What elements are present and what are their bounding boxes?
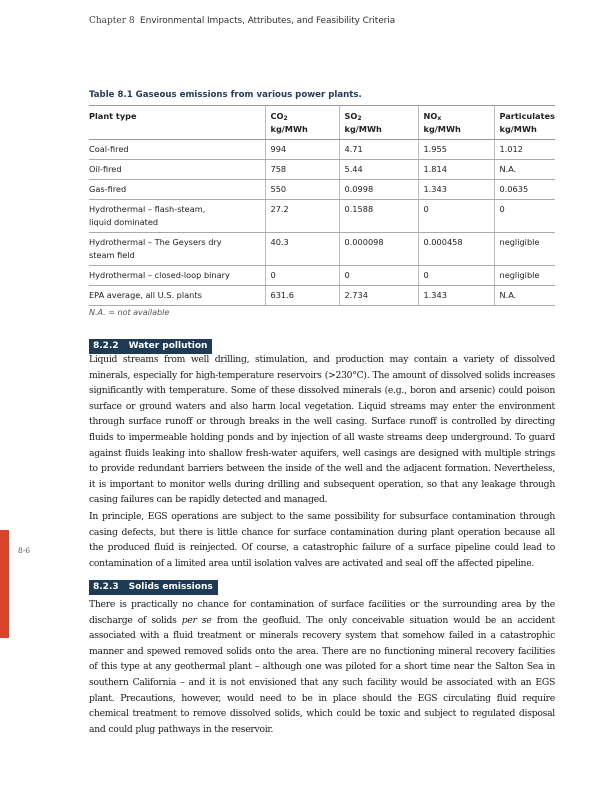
table-row: Oil-fired 758 5.44 1.814 N.A. <box>89 160 555 180</box>
paragraph-water-pollution-2: In principle, EGS operations are subject to the same possibility for subsurface contamination through casing defects, but there is little chance for surface contamination during plant operation because all the produced fluid is reinjected. Of course, a catastrophic failure of a surface pipeline could lead to contamination of a limited area until isolation valves are activated and seal off the affected pipeline. <box>89 511 555 569</box>
emissions-table <box>89 105 555 306</box>
table-header-row <box>89 106 555 140</box>
table-row: Hydrothermal – flash-steam, liquid dominated 27.2 0.1588 0 0 <box>89 200 555 233</box>
table-caption: Table 8.1 Gaseous emissions from various power plants. <box>89 90 362 100</box>
table-row: EPA average, all U.S. plants 631.6 2.734 1.343 N.A. <box>89 286 555 306</box>
section-title: Water pollution <box>128 341 208 351</box>
header-particulates: Particulates kg/MWh <box>494 106 555 140</box>
paragraph-solids-emissions: There is practically no chance for contamination of surface facilities or the surrounding area by the discharge of solids per se from the geofluid. The only conceivable situation would be an accident associated with a fluid treatment or minerals recovery system that somehow failed in a catastrophic manner and spewed removed solids onto the area. There are no functioning mineral recovery facilities of this type at any geothermal plant – although one was piloted for a short time near the Salton Sea in southern California – and it is not envisioned that any such facility would be associated with an EGS plant. Precautions, however, would need to be in place should the EGS circulating fluid require chemical treatment to remove dissolved solids, which could be toxic and subject to regulated disposal and could plug pathways in the reservoir. <box>89 599 555 735</box>
section-title: Solids emissions <box>128 582 213 592</box>
table-row: Hydrothermal – closed-loop binary 0 0 0 negligible <box>89 266 555 286</box>
chapter-title: Environmental Impacts, Attributes, and Feasibility Criteria <box>140 16 396 26</box>
header-plant-type: Plant type <box>89 106 265 140</box>
paragraph-water-pollution-1: Liquid streams from well drilling, stimulation, and production may contain a variety of dissolved minerals, especially for high-temperature reservoirs (>230°C). The amount of dissolved solids increases significantly with temperature. Some of these dissolved minerals (e.g., boron and arsenic) could poison surface or ground waters and also harm local vegetation. Liquid streams may enter the environment through surface runoff or through breaks in the well casing. Surface runoff is controlled by directing fluids to impermeable holding ponds and by injection of all waste streams deep underground. To guard against fluids leaking into shallow fresh-water aquifers, well casings are designed with multiple strings to provide redundant barriers between the inside of the well and the adjacent formation. Nevertheless, it is important to monitor wells during drilling and subsequent operation, so that any leakage through casing failures can be rapidly detected and managed. <box>89 354 555 506</box>
header-nox: $NO_x$ kg/MWh <box>418 106 494 140</box>
chapter-side-tab <box>0 530 9 638</box>
header-so2: $SO_2$ kg/MWh <box>339 106 418 140</box>
table-row: Gas-fired 550 0.0998 1.343 0.0635 <box>89 180 555 200</box>
table-row: Coal-fired 994 4.71 1.955 1.012 <box>89 140 555 160</box>
table-row: Hydrothermal – The Geysers dry steam field 40.3 0.000098 0.000458 negligible <box>89 233 555 266</box>
chapter-label: Chapter 8 <box>89 16 135 26</box>
header-co2: $CO_2$ kg/MWh <box>265 106 339 140</box>
section-number: 8.2.2 <box>93 341 119 351</box>
section-number: 8.2.3 <box>93 582 119 592</box>
section-heading-solids-emissions <box>89 580 218 595</box>
page-number: 8-6 <box>18 546 31 555</box>
running-head <box>89 16 395 26</box>
table-note: N.A. = not available <box>89 308 170 317</box>
